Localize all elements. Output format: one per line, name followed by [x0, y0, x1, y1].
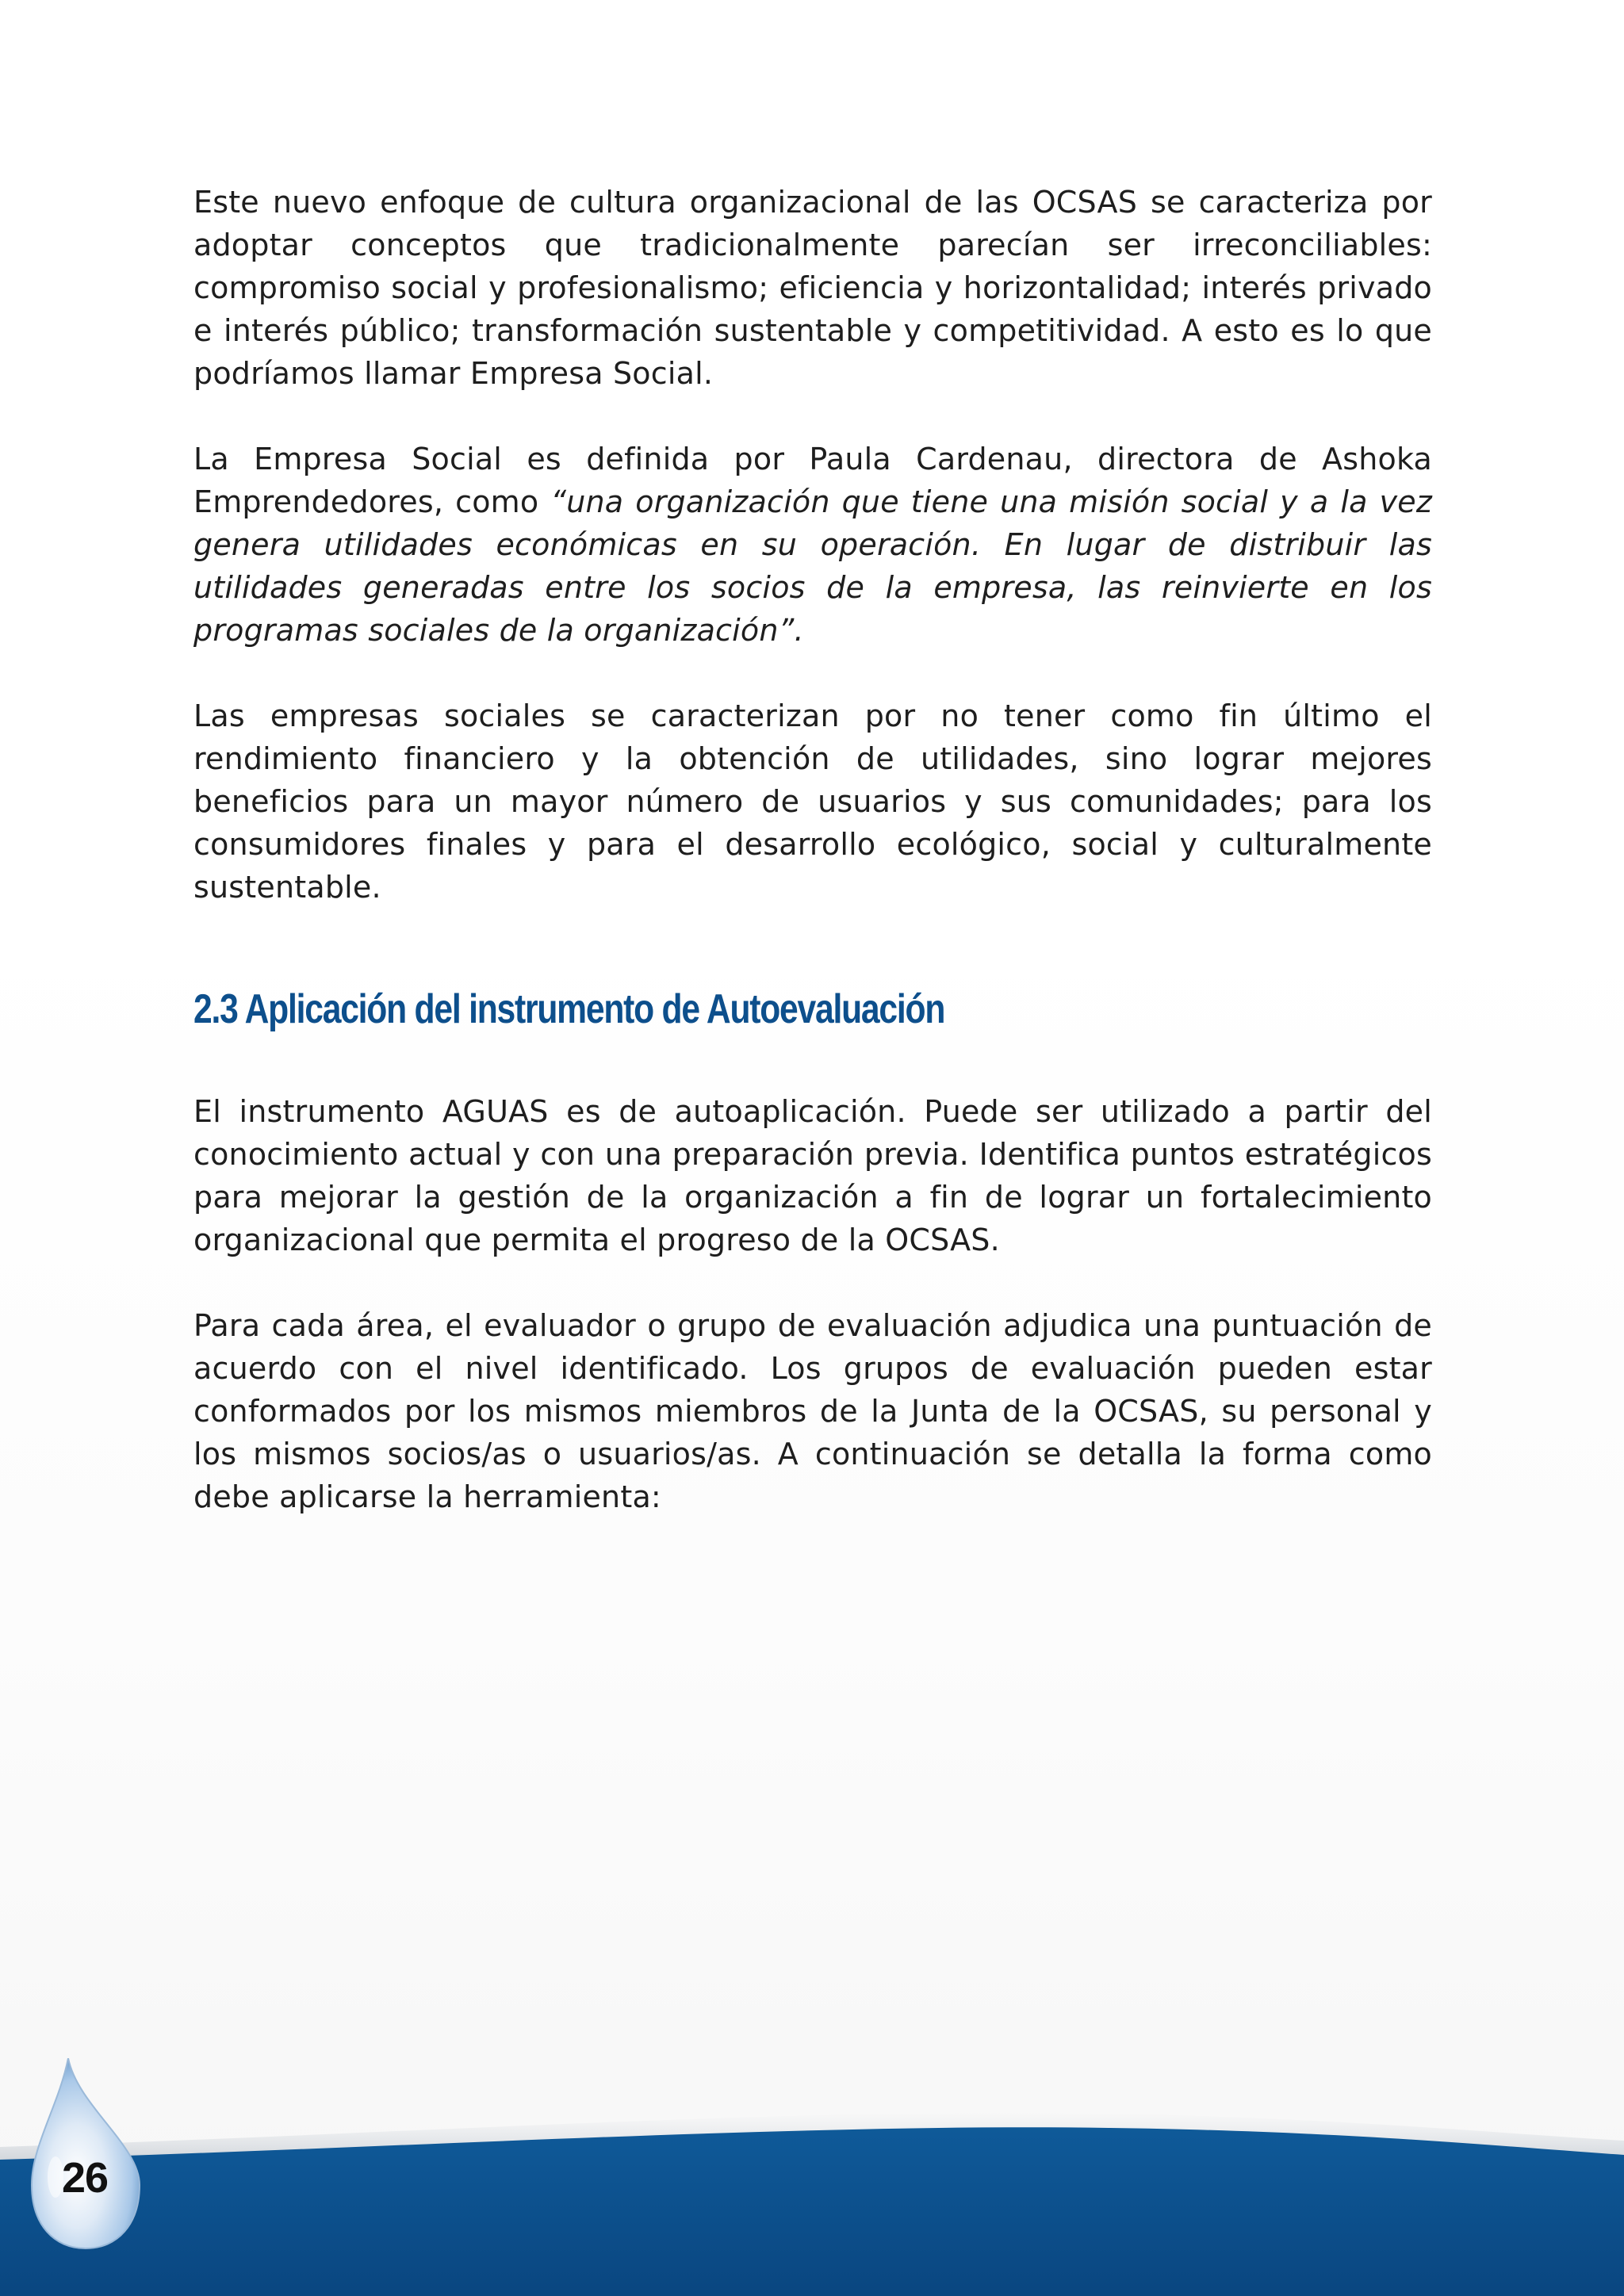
paragraph-instrumento-aguas: El instrumento AGUAS es de autoaplicación. Puede ser utilizado a partir del conocimiento actual y con una preparación previa. Identifica puntos estratégicos para mejorar la gestión de la organización a fin de lograr un fortalecimiento organizacional que permita el progreso de la OCSAS. — [193, 1094, 1432, 1257]
paragraph-empresa-social-definicion — [193, 438, 1432, 652]
footer-wave-band — [0, 2127, 1624, 2296]
definition-quote: “una organización que tiene una misión social y a la vez genera utilidades económicas en su operación. En lugar de distribuir las utilidades generadas entre los socios de la empresa, las reinvierte en los programas sociales de la organización”. — [193, 484, 1432, 648]
section-text-column — [193, 1090, 1432, 1561]
paragraph-cultura-organizacional: Este nuevo enfoque de cultura organizacional de las OCSAS se caracteriza por adoptar conceptos que tradicionalmente parecían ser irreconciliables: compromiso social y profesionalismo; eficiencia y horizontalidad; interés privado e interés público; transformación sustentable y competitividad. A esto es lo que podríamos llamar Empresa Social. — [193, 185, 1432, 391]
paragraph-grupos-evaluacion: Para cada área, el evaluador o grupo de evaluación adjudica una puntuación de acuerdo con el nivel identificado. Los grupos de evaluación pueden estar conformados por los mismos miembros de la Junta de la OCSAS, su personal y los mismos socios/as o usuarios/as. A continuación se detalla la forma como debe aplicarse la herramienta: — [193, 1308, 1432, 1514]
paragraph-empresas-sociales: Las empresas sociales se caracterizan por no tener como fin último el rendimiento financiero y la obtención de utilidades, sino lograr mejores beneficios para un mayor número de usuarios y sus comunidades; para los consumidores finales y para el desarrollo ecológico, social y culturalmente sustentable. — [193, 698, 1432, 905]
intro-text-column — [193, 181, 1432, 951]
section-heading: 2.3 Aplicación del instrumento de Autoevaluación — [193, 986, 945, 1032]
page-number: 26 — [61, 2154, 109, 2202]
definition-intro: La Empresa Social es definida por Paula Cardenau, directora de Ashoka Emprendedores, como — [193, 442, 1432, 519]
footer-wave — [0, 2058, 1624, 2296]
